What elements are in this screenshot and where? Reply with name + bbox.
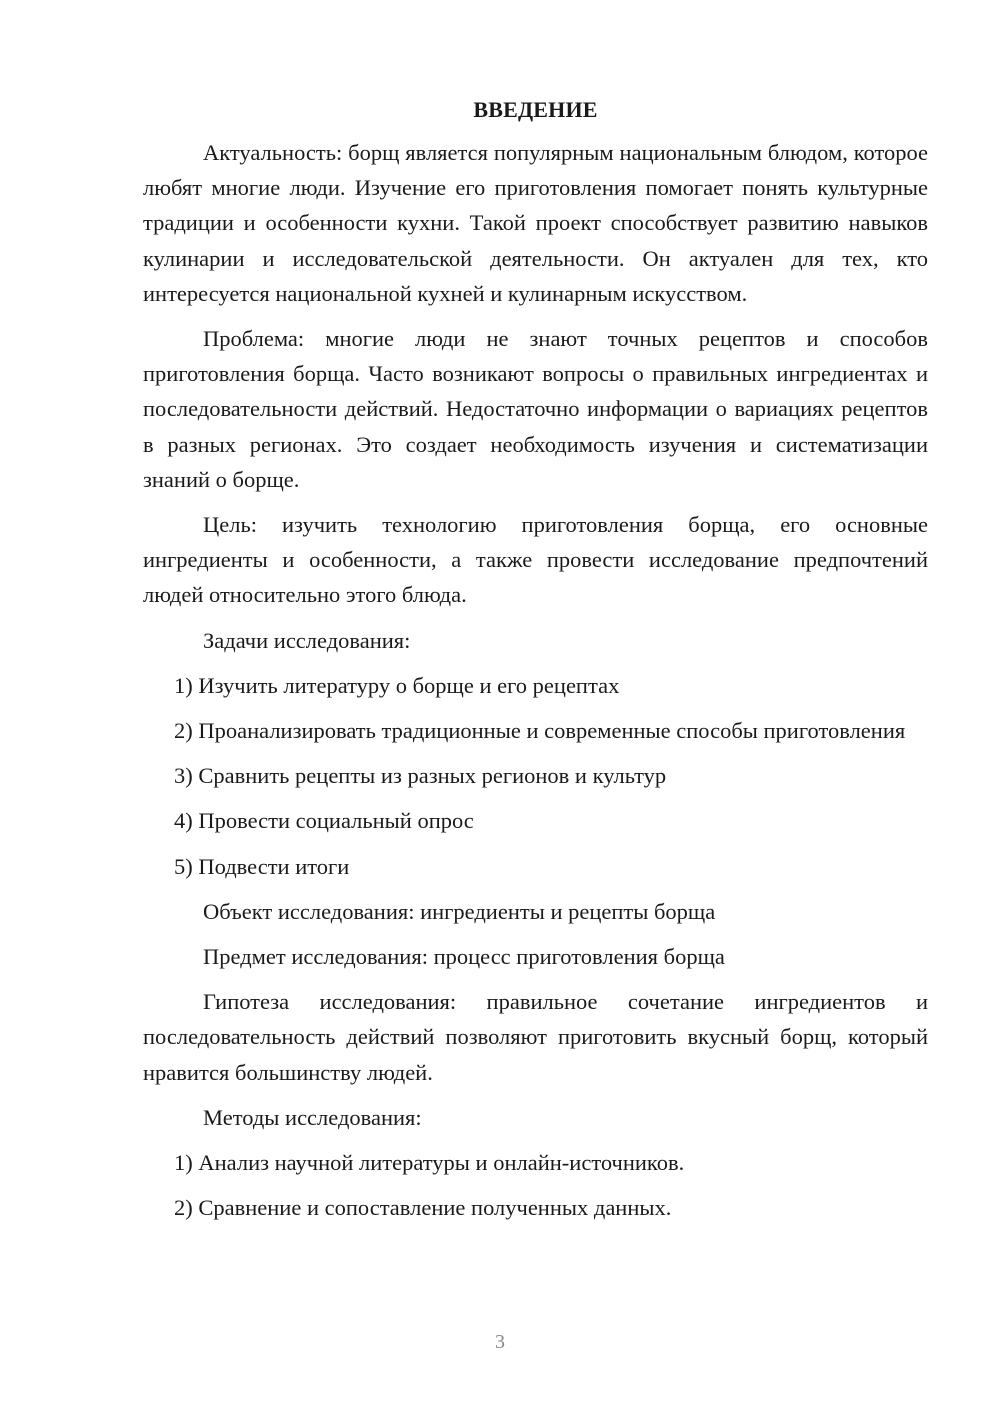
page-content: [143, 92, 928, 1235]
task-item: 5) Подвести итоги: [174, 853, 350, 879]
task-item: 4) Провести социальный опрос: [174, 808, 474, 834]
research-object: Объект исследования: ингредиенты и рецепты борща: [203, 898, 716, 924]
page-number: 3: [495, 1331, 505, 1353]
tasks-heading: Задачи исследования:: [203, 627, 411, 653]
problem-paragraph: Проблема: многие люди не знают точных рецептов и способов приготовления борща. Часто возникают вопросы о правильных ингредиентах и последовательности действий. Недостаточно информации о вариациях рецептов в разных регионах. Это создает необходимость изучения и систематизации знаний о борще.: [143, 326, 928, 492]
method-item: 1) Анализ научной литературы и онлайн-источников.: [174, 1150, 685, 1176]
research-subject: Предмет исследования: процесс приготовления борща: [203, 944, 725, 970]
methods-heading: Методы исследования:: [203, 1104, 422, 1130]
relevance-paragraph: Актуальность: борщ является популярным национальным блюдом, которое любят многие люди. Изучение его приготовления помогает понять культурные традиции и особенности кухни. Такой проект способствует развитию навыков кулинарии и исследовательской деятельности. Он актуален для тех, кто интересуется национальной кухней и кулинарным искусством.: [143, 140, 928, 306]
section-title: ВВЕДЕНИЕ: [473, 97, 598, 122]
hypothesis-paragraph: Гипотеза исследования: правильное сочетание ингредиентов и последовательность действий позволяют приготовить вкусный борщ, который нравится большинству людей.: [143, 989, 928, 1085]
goal-paragraph: Цель: изучить технологию приготовления борща, его основные ингредиенты и особенности, а также провести исследование предпочтений людей относительно этого блюда.: [143, 512, 928, 608]
task-item: 3) Сравнить рецепты из разных регионов и культур: [174, 763, 667, 789]
method-item: 2) Сравнение и сопоставление полученных данных.: [174, 1195, 672, 1221]
task-item: 2) Проанализировать традиционные и современные способы приготовления: [174, 718, 906, 744]
task-item: 1) Изучить литературу о борще и его рецептах: [174, 672, 620, 698]
